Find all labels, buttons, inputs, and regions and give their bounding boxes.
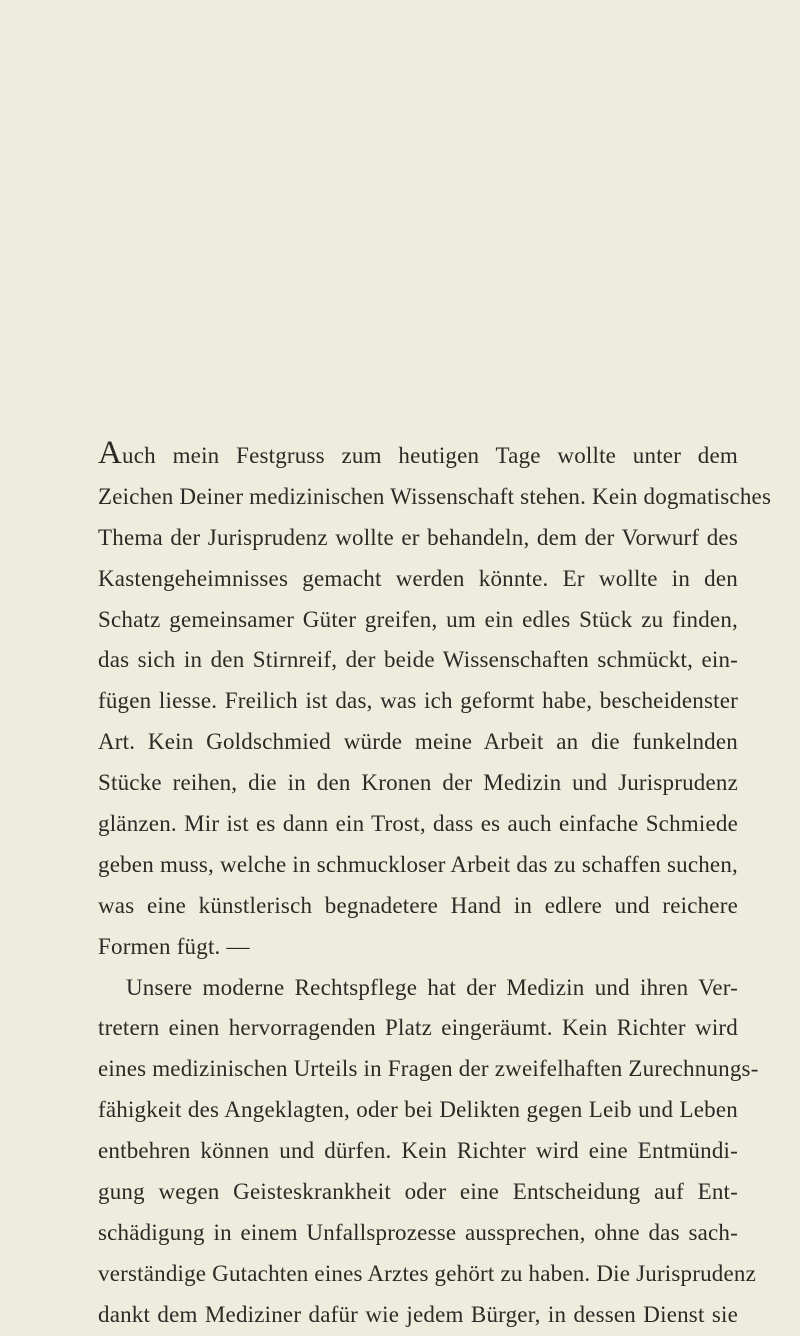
- text-line: Stücke reihen, die in den Kronen der Medizin und Jurisprudenz: [98, 770, 738, 796]
- text-line: schädigung in einem Unfallsprozesse aussprechen, ohne das sach-: [98, 1219, 738, 1245]
- text-line: Schatz gemeinsamer Güter greifen, um ein edles Stück zu finden,: [98, 606, 738, 632]
- text-line: Unsere moderne Rechtspflege hat der Medizin und ihren Ver-: [126, 974, 738, 1000]
- paragraph-1: [98, 435, 772, 968]
- text-line: eines medizinischen Urteils in Fragen der zweifelhaften Zurechnungs-: [98, 1056, 759, 1082]
- text-line: verständige Gutachten eines Arztes gehört zu haben. Die Jurisprudenz: [98, 1260, 757, 1286]
- text-line: Art. Kein Goldschmied würde meine Arbeit an die funkelnden: [98, 729, 738, 755]
- text-line: glänzen. Mir ist es dann ein Trost, dass es auch einfache Schmiede: [98, 811, 738, 837]
- text-line: tretern einen hervorragenden Platz eingeräumt. Kein Richter wird: [98, 1015, 738, 1041]
- text-line: [98, 436, 738, 477]
- text-line-content: uch mein Festgruss zum heutigen Tage wollte unter dem: [122, 443, 738, 468]
- text-line: Kastengeheimnisses gemacht werden könnte. Er wollte in den: [98, 565, 738, 591]
- text-line: was eine künstlerisch begnadetere Hand in edlere und reichere: [98, 892, 738, 918]
- paragraph-2: [98, 968, 759, 1336]
- text-line: fügen liesse. Freilich ist das, was ich geformt habe, bescheidenster: [98, 688, 738, 714]
- initial-letter: A: [98, 435, 123, 471]
- text-line: Formen fügt. —: [98, 933, 250, 959]
- text-line: Thema der Jurisprudenz wollte er behandeln, dem der Vorwurf des: [98, 524, 738, 550]
- text-line: das sich in den Stirnreif, der beide Wissenschaften schmückt, ein-: [98, 647, 738, 673]
- text-line: entbehren können und dürfen. Kein Richter wird eine Entmündi-: [98, 1138, 738, 1164]
- text-line: fähigkeit des Angeklagten, oder bei Delikten gegen Leib und Leben: [98, 1097, 738, 1123]
- text-line: Zeichen Deiner medizinischen Wissenschaft stehen. Kein dogmatisches: [98, 483, 772, 509]
- body-text: [98, 435, 772, 1336]
- text-line: dankt dem Mediziner dafür wie jedem Bürger, in dessen Dienst sie: [98, 1301, 738, 1327]
- text-line: gung wegen Geisteskrankheit oder eine Entscheidung auf Ent-: [98, 1179, 738, 1205]
- text-line: geben muss, welche in schmuckloser Arbeit das zu schaffen suchen,: [98, 851, 738, 877]
